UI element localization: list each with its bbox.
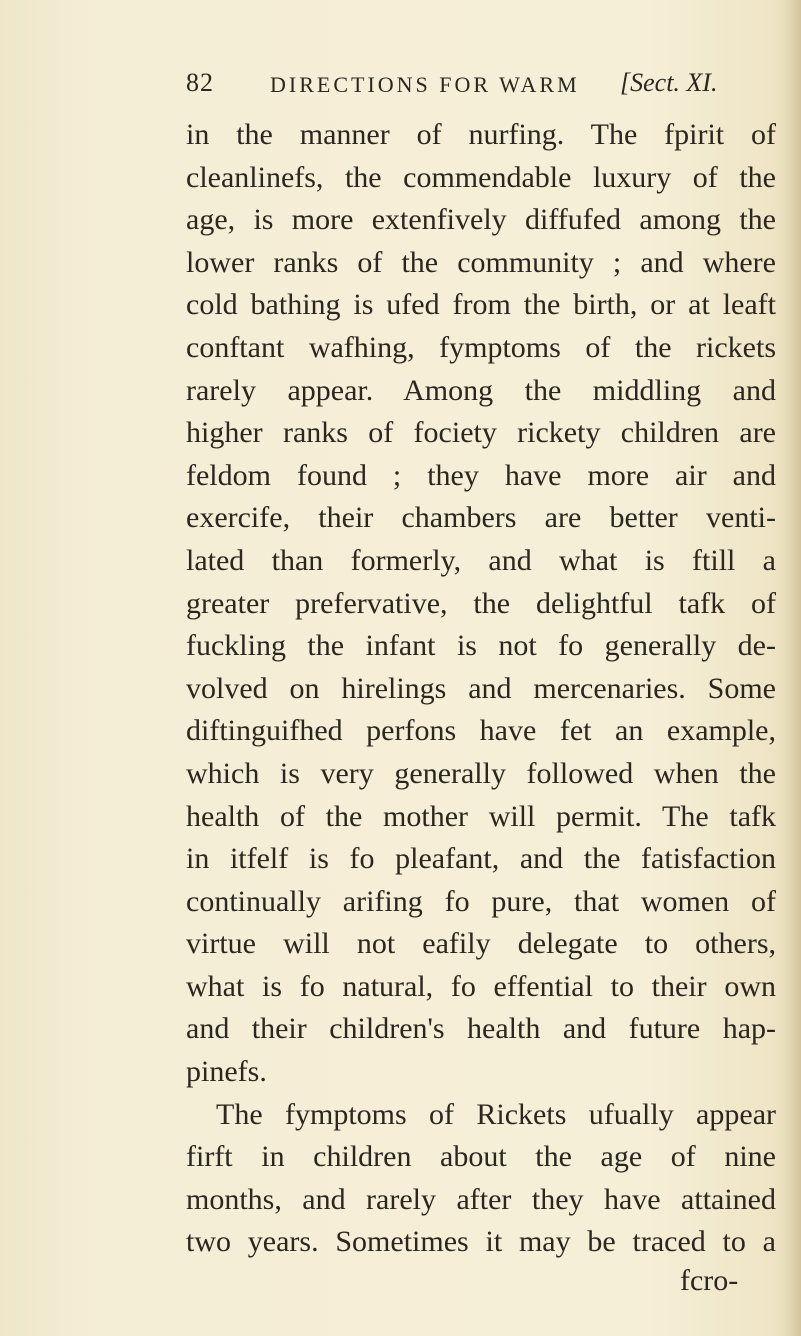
text-line: exercife, their chambers are better venti- [186,501,776,535]
text-line: months, and rarely after they have attained [186,1182,776,1216]
text-line: virtue will not eafily delegate to others, [186,927,776,961]
text-line: pinefs. [186,1055,267,1089]
running-title: DIRECTIONS FOR WARM [270,72,580,97]
text-line: volved on hirelings and mercenaries. Some [186,671,776,705]
text-line: fuckling the infant is not fo generally de- [186,629,776,663]
text-line: higher ranks of fociety rickety children are [186,416,776,450]
text-line: conftant wafhing, fymptoms of the rickets [186,330,776,364]
body-text [186,114,776,1264]
text-line: lower ranks of the community ; and where [186,245,776,279]
text-line: what is fo natural, fo effential to their own [186,969,776,1003]
page-edge-shadow [783,0,801,1336]
text-line: in itfelf is fo pleafant, and the fatisfaction [186,842,776,876]
text-line: rarely appear. Among the middling and [186,373,776,407]
text-line: diftinguifhed perfons have fet an example, [186,714,776,748]
text-line: greater prefervative, the delightful tafk of [186,586,776,620]
catchword: fcro- [680,1264,739,1297]
text-line: continually arifing fo pure, that women of [186,884,776,918]
text-line: health of the mother will permit. The tafk [186,799,776,833]
text-line: firft in children about the age of nine [186,1140,776,1174]
text-line: which is very generally followed when the [186,756,776,790]
text-line: age, is more extenfively diffufed among the [186,203,776,237]
page-number: 82 [186,68,214,97]
running-head [0,68,801,108]
text-line: in the manner of nurfing. The fpirit of [186,118,776,151]
text-line: cold bathing is ufed from the birth, or at leaft [186,288,776,322]
text-line: feldom found ; they have more air and [186,458,776,492]
text-line: cleanlinefs, the commendable luxury of the [186,160,776,194]
text-line: and their children's health and future hap- [186,1012,776,1046]
text-line: lated than formerly, and what is ftill a [186,543,776,577]
section-reference: [Sect. XI. [620,68,718,97]
text-line: The fymptoms of Rickets ufually appear [216,1097,776,1131]
text-line: two years. Sometimes it may be traced to a [186,1225,776,1259]
